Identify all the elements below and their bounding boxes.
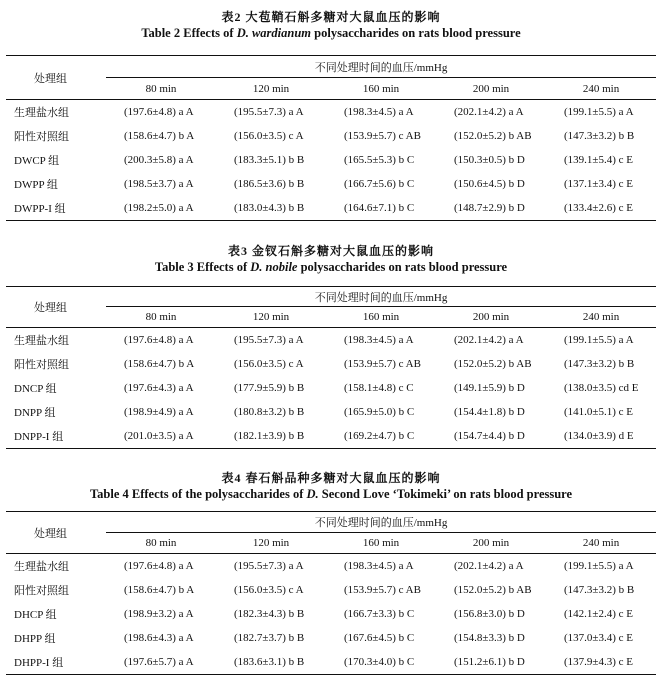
table-cell: (156.0±3.5) c A — [234, 584, 304, 596]
table-header-row — [6, 56, 656, 78]
table-cell: (180.8±3.2) b B — [234, 406, 305, 418]
table-cell: (164.6±7.1) b C — [326, 196, 436, 221]
table-cell: (198.5±3.7) a A — [124, 178, 194, 190]
table-cell: (169.2±4.7) b C — [326, 424, 436, 449]
table-cell: (198.3±4.5) a A — [326, 554, 436, 579]
time-header: 240 min — [546, 307, 656, 328]
table-cell: (158.6±4.7) b A — [124, 130, 195, 142]
table-row — [6, 172, 656, 196]
table-cell: (158.1±4.8) c C — [344, 382, 414, 394]
table-cell: (133.4±2.6) c E — [546, 196, 656, 221]
table-cell: (182.1±3.9) b B — [216, 424, 326, 449]
table-cell: (183.3±5.1) b B — [234, 154, 305, 166]
table-2-caption-en-species: D. wardianum — [236, 26, 312, 40]
table-cell: (153.9±5.7) c AB — [344, 358, 421, 370]
table-3-caption-en — [0, 259, 662, 276]
table-row — [6, 328, 656, 353]
table-header-row — [6, 287, 656, 307]
table-cell: (197.6±4.8) a A — [106, 100, 216, 125]
table-cell: (149.1±5.9) b D — [454, 382, 525, 394]
table-row — [6, 578, 656, 602]
table-cell: (198.9±3.2) a A — [124, 608, 194, 620]
row-label: DWPP-I 组 — [6, 196, 106, 221]
table-row — [6, 650, 656, 675]
table-row — [6, 148, 656, 172]
table-cell: (198.3±4.5) a A — [326, 328, 436, 353]
table-cell: (134.0±3.9) d E — [546, 424, 656, 449]
row-label: DHPP-I 组 — [6, 650, 106, 675]
row-header: 处理组 — [6, 512, 106, 554]
table-4 — [6, 511, 656, 675]
table-cell: (199.1±5.5) a A — [546, 554, 656, 579]
row-label: DNCP 组 — [14, 383, 57, 395]
table-cell: (152.0±5.2) b AB — [454, 584, 532, 596]
table-cell: (147.3±3.2) b B — [564, 130, 635, 142]
table-3-caption-en-suffix: polysaccharides on rats blood pressure — [297, 260, 508, 274]
table-cell: (198.6±4.3) a A — [124, 632, 194, 644]
table-cell: (197.6±4.8) a A — [106, 328, 216, 353]
table-cell: (154.4±1.8) b D — [454, 406, 525, 418]
table-cell: (154.7±4.4) b D — [436, 424, 546, 449]
table-row — [6, 424, 656, 449]
table-cell: (139.1±5.4) c E — [564, 154, 633, 166]
row-label: 阳性对照组 — [14, 131, 69, 143]
table-cell: (199.1±5.5) a A — [546, 328, 656, 353]
time-header: 200 min — [436, 533, 546, 554]
table-cell: (177.9±5.9) b B — [234, 382, 305, 394]
table-4-caption-en — [0, 486, 662, 503]
table-cell: (152.0±5.2) b AB — [454, 130, 532, 142]
table-3-caption-en-species: D. nobile — [250, 260, 298, 274]
time-header: 200 min — [436, 78, 546, 100]
row-label: 生理盐水组 — [6, 554, 106, 579]
table-cell: (153.9±5.7) c AB — [344, 584, 421, 596]
table-cell: (186.5±3.6) b B — [234, 178, 305, 190]
table-cell: (147.3±3.2) b B — [564, 584, 635, 596]
row-label: 生理盐水组 — [6, 328, 106, 353]
table-cell: (158.6±4.7) b A — [124, 584, 195, 596]
time-header: 160 min — [326, 78, 436, 100]
table-cell: (201.0±3.5) a A — [106, 424, 216, 449]
table-cell: (200.3±5.8) a A — [124, 154, 194, 166]
table-cell: (197.6±5.7) a A — [106, 650, 216, 675]
table-cell: (195.5±7.3) a A — [216, 100, 326, 125]
table-cell: (156.0±3.5) c A — [234, 130, 304, 142]
table-cell: (138.0±3.5) cd E — [564, 382, 639, 394]
table-cell: (150.6±4.5) b D — [454, 178, 525, 190]
time-header: 120 min — [216, 78, 326, 100]
time-header: 80 min — [106, 78, 216, 100]
table-header-row — [6, 512, 656, 533]
time-header: 80 min — [106, 307, 216, 328]
table-row — [6, 626, 656, 650]
row-label: 阳性对照组 — [14, 585, 69, 597]
table-2-caption-en — [0, 25, 662, 42]
row-label: 生理盐水组 — [6, 100, 106, 125]
table-cell: (156.8±3.0) b D — [454, 608, 525, 620]
table-cell: (183.6±3.1) b B — [216, 650, 326, 675]
time-header: 200 min — [436, 307, 546, 328]
table-cell: (183.0±4.3) b B — [216, 196, 326, 221]
table-cell: (156.0±3.5) c A — [234, 358, 304, 370]
table-row — [6, 100, 656, 125]
row-label: DNPP-I 组 — [6, 424, 106, 449]
table-cell: (202.1±4.2) a A — [436, 328, 546, 353]
table-4-caption-en-prefix: Table 4 Effects of the polysaccharides of — [89, 487, 307, 501]
table-cell: (151.2±6.1) b D — [436, 650, 546, 675]
row-header: 处理组 — [6, 287, 106, 328]
table-3-caption-en-prefix: Table 3 Effects of — [154, 260, 251, 274]
table-cell: (137.1±3.4) c E — [564, 178, 633, 190]
table-2 — [6, 55, 656, 221]
table-cell: (166.7±5.6) b C — [344, 178, 415, 190]
table-row — [6, 554, 656, 579]
table-cell: (202.1±4.2) a A — [436, 100, 546, 125]
table-2-caption-en-prefix: Table 2 Effects of — [141, 26, 237, 40]
table-cell: (182.3±4.3) b B — [234, 608, 305, 620]
table-cell: (198.3±4.5) a A — [326, 100, 436, 125]
time-header: 120 min — [216, 307, 326, 328]
table-4-caption-en-suffix: Second Love ‘Tokimeki’ on rats blood pressure — [318, 487, 573, 501]
table-cell: (167.6±4.5) b C — [344, 632, 415, 644]
table-cell: (195.5±7.3) a A — [216, 328, 326, 353]
table-cell: (158.6±4.7) b A — [124, 358, 195, 370]
table-row — [6, 352, 656, 376]
table-cell: (197.6±4.8) a A — [106, 554, 216, 579]
time-header: 80 min — [106, 533, 216, 554]
table-row — [6, 602, 656, 626]
table-cell: (198.2±5.0) a A — [106, 196, 216, 221]
row-label: 阳性对照组 — [14, 359, 69, 371]
table-cell: (147.3±3.2) b B — [564, 358, 635, 370]
time-header: 240 min — [546, 533, 656, 554]
table-cell: (165.9±5.0) b C — [344, 406, 415, 418]
row-header: 处理组 — [6, 56, 106, 100]
table-cell: (165.5±5.3) b C — [344, 154, 415, 166]
table-row — [6, 124, 656, 148]
table-3-section — [0, 243, 662, 276]
table-cell: (141.0±5.1) c E — [564, 406, 633, 418]
table-cell: (137.0±3.4) c E — [564, 632, 633, 644]
table-2-caption-en-suffix: polysaccharides on rats blood pressure — [311, 26, 521, 40]
table-row — [6, 196, 656, 221]
row-label: DHCP 组 — [14, 609, 57, 621]
table-cell: (198.9±4.9) a A — [124, 406, 194, 418]
table-cell: (137.9±4.3) c E — [546, 650, 656, 675]
table-cell: (182.7±3.7) b B — [234, 632, 305, 644]
group-header: 不同处理时间的血压/mmHg — [106, 56, 656, 78]
time-header: 160 min — [326, 533, 436, 554]
table-cell: (197.6±4.3) a A — [124, 382, 194, 394]
table-2-caption-cn: 表2 大苞鞘石斛多糖对大鼠血压的影响 — [221, 10, 441, 24]
table-cell: (152.0±5.2) b AB — [454, 358, 532, 370]
table-cell: (199.1±5.5) a A — [546, 100, 656, 125]
table-cell: (142.1±2.4) c E — [564, 608, 633, 620]
table-row — [6, 400, 656, 424]
table-cell: (154.8±3.3) b D — [454, 632, 525, 644]
row-label: DNPP 组 — [14, 407, 56, 419]
table-4-caption-en-species: D. — [306, 487, 319, 501]
time-header: 160 min — [326, 307, 436, 328]
row-label: DWCP 组 — [14, 155, 60, 167]
row-label: DHPP 组 — [14, 633, 56, 645]
table-4-caption-cn: 表4 春石斛品种多糖对大鼠血压的影响 — [221, 471, 441, 485]
table-4-section — [0, 470, 662, 503]
table-cell: (166.7±3.3) b C — [344, 608, 415, 620]
table-cell: (202.1±4.2) a A — [436, 554, 546, 579]
table-2-section — [0, 9, 662, 42]
table-cell: (170.3±4.0) b C — [326, 650, 436, 675]
table-cell: (153.9±5.7) c AB — [344, 130, 421, 142]
row-label: DWPP 组 — [14, 179, 58, 191]
table-cell: (150.3±0.5) b D — [454, 154, 525, 166]
table-3-caption-cn: 表3 金钗石斛多糖对大鼠血压的影响 — [227, 244, 434, 258]
group-header: 不同处理时间的血压/mmHg — [106, 512, 656, 533]
group-header: 不同处理时间的血压/mmHg — [106, 287, 656, 307]
table-3 — [6, 286, 656, 449]
table-cell: (195.5±7.3) a A — [216, 554, 326, 579]
table-cell: (148.7±2.9) b D — [436, 196, 546, 221]
time-header: 240 min — [546, 78, 656, 100]
time-header: 120 min — [216, 533, 326, 554]
table-row — [6, 376, 656, 400]
